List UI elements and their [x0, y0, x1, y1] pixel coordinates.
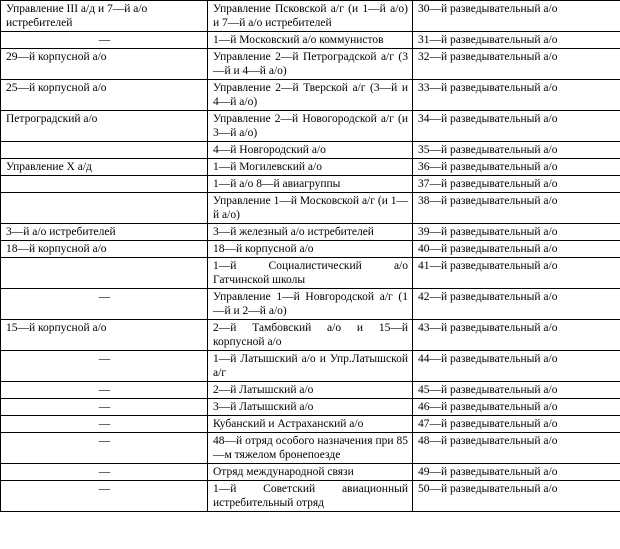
- table-row: [1, 433, 620, 464]
- old-unit-cell: —: [1, 433, 208, 464]
- new-unit-cell: 41—й разведывательный а/о: [413, 258, 620, 289]
- units-table-body: [1, 1, 620, 512]
- table-row: [1, 320, 620, 351]
- new-unit-cell: 30—й разведывательный а/о: [413, 1, 620, 32]
- source-unit-cell: 1—й Латышский а/о и Упр.Латышской а/г: [208, 351, 413, 382]
- table-row: [1, 289, 620, 320]
- source-unit-cell: 1—й Советский авиационный истребительный отряд: [208, 481, 413, 512]
- source-unit-cell: 1—й Социалистический а/о Гатчинской школы: [208, 258, 413, 289]
- old-unit-cell: —: [1, 289, 208, 320]
- old-unit-cell: —: [1, 464, 208, 481]
- new-unit-cell: 45—й разведывательный а/о: [413, 382, 620, 399]
- table-row: [1, 80, 620, 111]
- table-row: [1, 176, 620, 193]
- old-unit-cell: Управление III а/д и 7—й а/о истребителей: [1, 1, 208, 32]
- source-unit-cell: 4—й Новгородский а/о: [208, 142, 413, 159]
- table-row: [1, 464, 620, 481]
- table-row: [1, 49, 620, 80]
- old-unit-cell: 15—й корпусной а/о: [1, 320, 208, 351]
- table-row: [1, 351, 620, 382]
- source-unit-cell: 18—й корпусной а/о: [208, 241, 413, 258]
- table-row: [1, 159, 620, 176]
- old-unit-cell: —: [1, 416, 208, 433]
- new-unit-cell: 40—й разведывательный а/о: [413, 241, 620, 258]
- new-unit-cell: 37—й разведывательный а/о: [413, 176, 620, 193]
- source-unit-cell: Отряд международной связи: [208, 464, 413, 481]
- old-unit-cell: [1, 142, 208, 159]
- old-unit-cell: 25—й корпусной а/о: [1, 80, 208, 111]
- old-unit-cell: [1, 176, 208, 193]
- new-unit-cell: 39—й разведывательный а/о: [413, 224, 620, 241]
- table-row: [1, 258, 620, 289]
- table-row: [1, 111, 620, 142]
- source-unit-cell: 1—й Могилевский а/о: [208, 159, 413, 176]
- old-unit-cell: 29—й корпусной а/о: [1, 49, 208, 80]
- source-unit-cell: Управление Псковской а/г (и 1—й а/о) и 7—й а/о истребителей: [208, 1, 413, 32]
- old-unit-cell: Петроградский а/о: [1, 111, 208, 142]
- new-unit-cell: 32—й разведывательный а/о: [413, 49, 620, 80]
- source-unit-cell: 1—й а/о 8—й авиагруппы: [208, 176, 413, 193]
- new-unit-cell: 42—й разведывательный а/о: [413, 289, 620, 320]
- source-unit-cell: Кубанский и Астраханский а/о: [208, 416, 413, 433]
- source-unit-cell: 3—й Латышский а/о: [208, 399, 413, 416]
- table-row: [1, 142, 620, 159]
- new-unit-cell: 31—й разведывательный а/о: [413, 32, 620, 49]
- table-row: [1, 1, 620, 32]
- new-unit-cell: 33—й разведывательный а/о: [413, 80, 620, 111]
- old-unit-cell: —: [1, 399, 208, 416]
- source-unit-cell: 1—й Московский а/о коммунистов: [208, 32, 413, 49]
- table-row: [1, 416, 620, 433]
- new-unit-cell: 34—й разведывательный а/о: [413, 111, 620, 142]
- source-unit-cell: Управление 2—й Петроградской а/г (3—й и 4—й а/о): [208, 49, 413, 80]
- table-row: [1, 224, 620, 241]
- new-unit-cell: 48—й разведывательный а/о: [413, 433, 620, 464]
- table-row: [1, 382, 620, 399]
- source-unit-cell: Управление 2—й Новогородской а/г (и 3—й а/о): [208, 111, 413, 142]
- table-row: [1, 399, 620, 416]
- new-unit-cell: 47—й разведывательный а/о: [413, 416, 620, 433]
- old-unit-cell: [1, 193, 208, 224]
- new-unit-cell: 43—й разведывательный а/о: [413, 320, 620, 351]
- table-row: [1, 481, 620, 512]
- source-unit-cell: Управление 1—й Московской а/г (и 1—й а/о): [208, 193, 413, 224]
- old-unit-cell: [1, 258, 208, 289]
- source-unit-cell: Управление 1—й Новгородской а/г (1—й и 2—й а/о): [208, 289, 413, 320]
- new-unit-cell: 36—й разведывательный а/о: [413, 159, 620, 176]
- source-unit-cell: 3—й железный а/о истребителей: [208, 224, 413, 241]
- old-unit-cell: Управление X а/д: [1, 159, 208, 176]
- new-unit-cell: 44—й разведывательный а/о: [413, 351, 620, 382]
- old-unit-cell: —: [1, 351, 208, 382]
- old-unit-cell: 3—й а/о истребителей: [1, 224, 208, 241]
- new-unit-cell: 35—й разведывательный а/о: [413, 142, 620, 159]
- table-row: [1, 241, 620, 258]
- source-unit-cell: Управление 2—й Тверской а/г (3—й и 4—й а/о): [208, 80, 413, 111]
- table-row: [1, 32, 620, 49]
- source-unit-cell: 2—й Латышский а/о: [208, 382, 413, 399]
- new-unit-cell: 50—й разведывательный а/о: [413, 481, 620, 512]
- new-unit-cell: 49—й разведывательный а/о: [413, 464, 620, 481]
- new-unit-cell: 38—й разведывательный а/о: [413, 193, 620, 224]
- old-unit-cell: —: [1, 32, 208, 49]
- old-unit-cell: —: [1, 382, 208, 399]
- new-unit-cell: 46—й разведывательный а/о: [413, 399, 620, 416]
- old-unit-cell: —: [1, 481, 208, 512]
- source-unit-cell: 2—й Тамбовский а/о и 15—й корпусной а/о: [208, 320, 413, 351]
- source-unit-cell: 48—й отряд особого назначения при 85—м тяжелом бронепоезде: [208, 433, 413, 464]
- table-row: [1, 193, 620, 224]
- old-unit-cell: 18—й корпусной а/о: [1, 241, 208, 258]
